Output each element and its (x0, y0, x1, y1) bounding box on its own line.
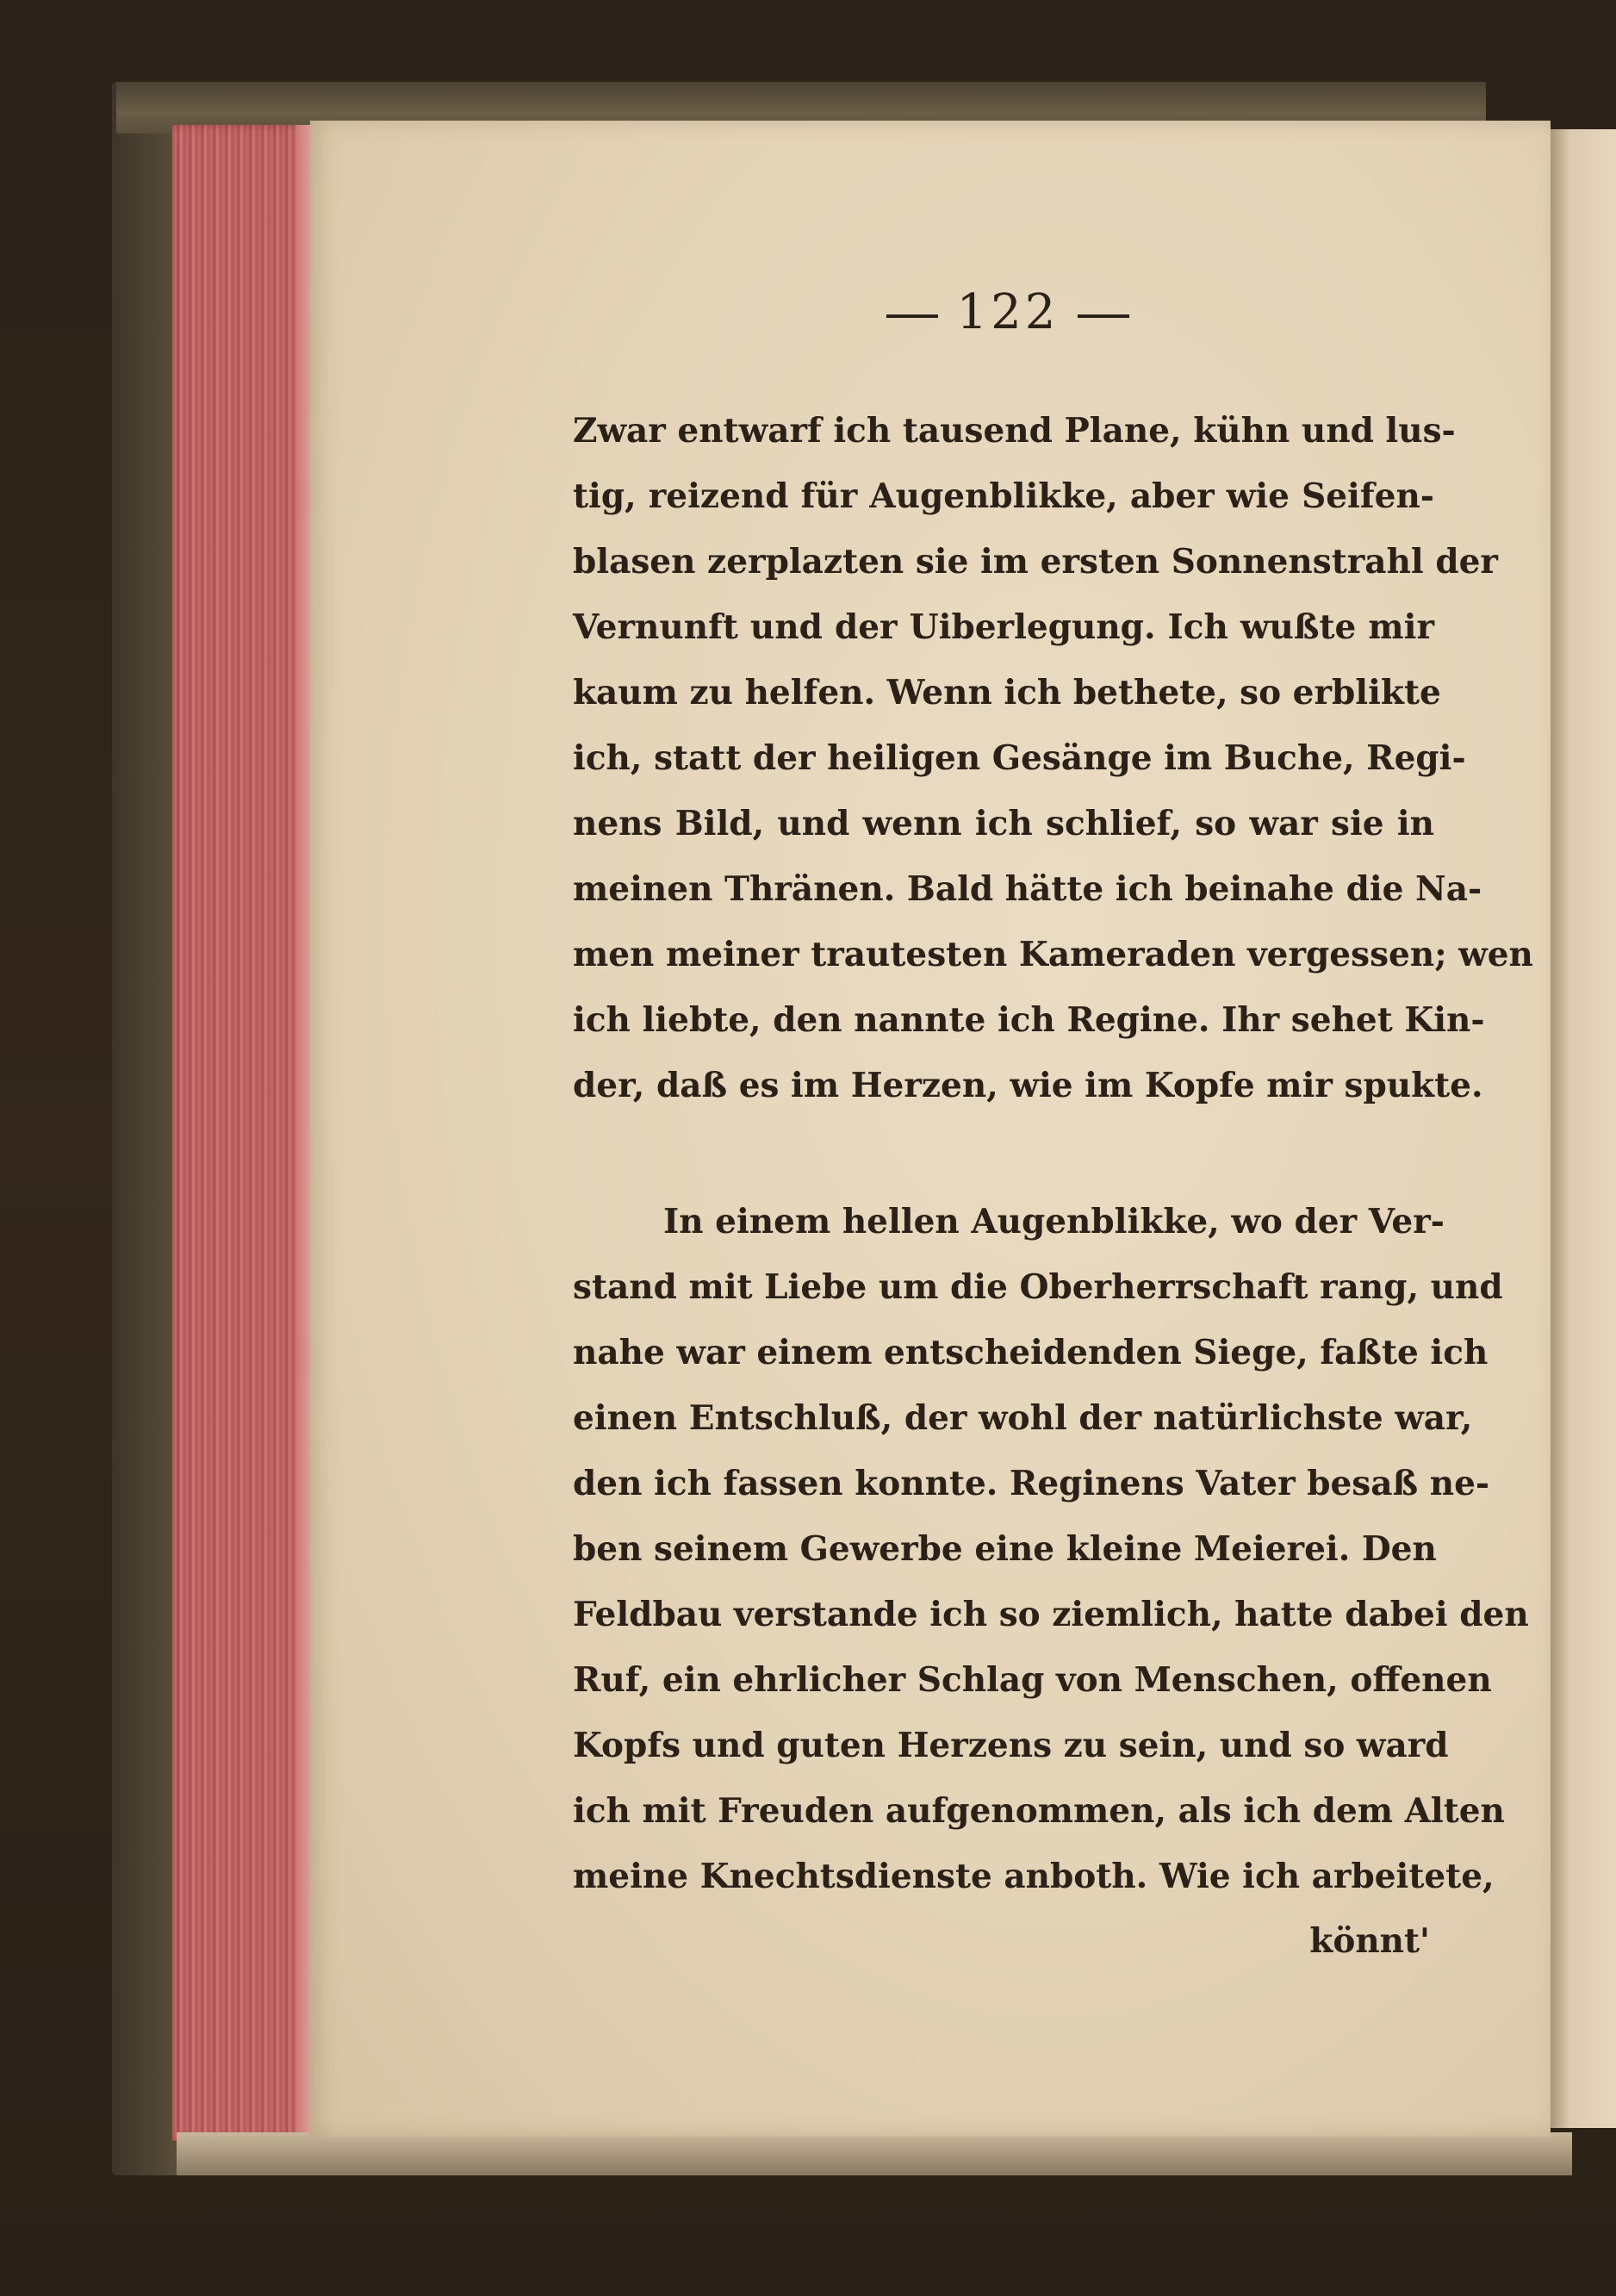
text-line: ich mit Freuden aufgenommen, als ich dem Alten (573, 1791, 1505, 1831)
text-line: nens Bild, und wenn ich schlief, so war sie in (573, 804, 1434, 843)
catchword: könnt' (1309, 1921, 1430, 1961)
text-line: der, daß es im Herzen, wie im Kopfe mir spukte. (573, 1066, 1483, 1105)
header-dash-left (886, 314, 938, 318)
facing-page-sliver (1551, 129, 1616, 2128)
text-line: blasen zerplazten sie im ersten Sonnenstrahl der (573, 542, 1498, 582)
text-line: Feldbau verstande ich so ziemlich, hatte dabei den (573, 1595, 1529, 1634)
page-edges-red (172, 125, 314, 2141)
page-bottom-edge (177, 2132, 1572, 2175)
text-line: nahe war einem entscheidenden Siege, faßte ich (573, 1333, 1489, 1372)
paragraph-1 (573, 398, 1533, 1118)
text-line: Kopfs und guten Herzens zu sein, und so ward (573, 1726, 1449, 1765)
header-dash-right (1078, 314, 1129, 318)
text-line: kaum zu helfen. Wenn ich bethete, so erblikte (573, 673, 1441, 712)
text-line: In einem hellen Augenblikke, wo der Ver- (663, 1202, 1445, 1241)
text-line: ich liebte, den nannte ich Regine. Ihr sehet Kin- (573, 1000, 1485, 1040)
paragraph-2 (573, 1189, 1529, 1909)
text-line: den ich fassen konnte. Reginens Vater besaß ne- (573, 1464, 1490, 1503)
text-line: ich, statt der heiligen Gesänge im Buche, Regi- (573, 738, 1466, 778)
text-line: stand mit Liebe um die Oberherrschaft rang, und (573, 1267, 1503, 1307)
page-number: 122 (956, 284, 1060, 340)
text-line: men meiner trautesten Kameraden vergessen; wen (573, 935, 1533, 974)
text-line: Ruf, ein ehrlicher Schlag von Menschen, offenen (573, 1660, 1492, 1700)
text-line: einen Entschluß, der wohl der natürlichste war, (573, 1398, 1473, 1438)
text-line: ben seinem Gewerbe eine kleine Meierei. Den (573, 1529, 1437, 1569)
text-line: Vernunft und der Uiberlegung. Ich wußte mir (573, 607, 1434, 647)
text-line: tig, reizend für Augenblikke, aber wie Seifen- (573, 476, 1434, 516)
text-line: meinen Thränen. Bald hätte ich beinahe die Na- (573, 869, 1482, 909)
page-header (827, 284, 1189, 340)
text-line: Zwar entwarf ich tausend Plane, kühn und lus- (573, 411, 1456, 451)
text-line: meine Knechtsdienste anboth. Wie ich arbeitete, (573, 1857, 1495, 1896)
